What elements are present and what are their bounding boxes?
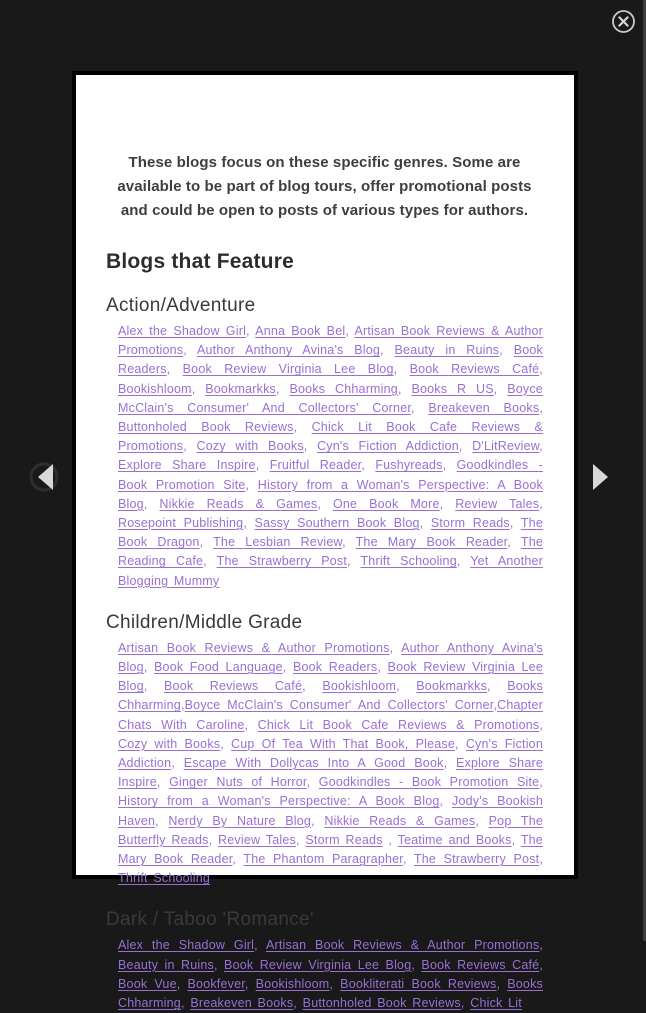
blog-link[interactable]: Artisan Book Reviews & Author Promotions <box>118 324 544 358</box>
separator: , <box>397 381 412 396</box>
blog-link[interactable]: Boyce McClain's Consumer' And Collectors' Corner <box>184 698 494 713</box>
separator: , <box>377 660 388 675</box>
separator: , <box>232 852 244 867</box>
blog-link[interactable]: The Strawberry Post <box>216 554 348 569</box>
blog-link[interactable]: Nerdy By Nature Blog <box>168 813 312 828</box>
blog-link[interactable]: History from a Woman's Perspective: A Book Blog <box>118 794 440 809</box>
separator: , <box>317 496 333 511</box>
blog-link[interactable]: The Mary Book Reader <box>355 535 508 550</box>
blog-link[interactable]: Cozy with Books <box>196 439 304 454</box>
modal-content <box>76 75 574 1013</box>
blog-link[interactable]: Alex the Shadow Girl <box>118 938 255 953</box>
blog-link[interactable]: Rosepoint Publishing <box>118 516 244 531</box>
blog-link[interactable]: Book Review Virginia Lee Blog <box>118 660 543 694</box>
separator: , <box>456 554 471 569</box>
blog-link[interactable]: Chick Lit Book Cafe Reviews & Promotions <box>118 420 543 454</box>
blog-link[interactable]: Anna Book Bel <box>255 324 346 338</box>
separator: , <box>302 679 323 694</box>
separator: , <box>539 852 544 867</box>
separator: , <box>496 976 508 991</box>
blog-link[interactable]: Book Reviews Café <box>164 679 303 694</box>
separator: , <box>411 957 422 972</box>
blog-link[interactable]: Book Review Virginia Lee Blog <box>224 957 412 972</box>
blog-link[interactable]: History from a Woman's Perspective: A Book Blog <box>118 477 543 511</box>
blog-link[interactable]: Thrift Schooling <box>360 554 457 569</box>
separator: , <box>245 477 258 492</box>
blog-link[interactable]: Cozy with Books <box>118 736 221 751</box>
separator: , <box>539 400 543 415</box>
separator: , <box>311 813 325 828</box>
sections-container <box>106 295 543 1013</box>
separator: , <box>539 957 543 972</box>
blog-link[interactable]: Bookishloom <box>255 976 330 991</box>
separator: , <box>329 976 341 991</box>
blog-link[interactable]: Buttonholed Book Reviews <box>302 996 461 1011</box>
blog-link[interactable]: Bookmarkks <box>205 381 277 396</box>
separator: , <box>487 679 508 694</box>
blog-link[interactable]: Jody's Bookish Haven <box>118 794 543 828</box>
separator: , <box>419 516 431 531</box>
section-heading: Children/Middle Grade <box>106 611 303 633</box>
blog-link[interactable]: Chapter Chats With Caroline <box>118 698 543 732</box>
separator: , <box>455 736 466 751</box>
separator: , <box>439 496 456 511</box>
blog-link[interactable]: Author Anthony Avina's Blog <box>196 343 381 358</box>
separator: , <box>539 496 543 511</box>
separator: , <box>293 996 303 1011</box>
separator: , <box>255 458 270 473</box>
blog-link[interactable]: Boyce McClain's Consumer' And Collectors' Corner <box>118 381 543 415</box>
separator: , <box>303 439 318 454</box>
blog-link[interactable]: D'LitReview <box>472 439 540 454</box>
separator: , <box>176 976 188 991</box>
separator: , <box>293 420 312 435</box>
separator: , <box>475 813 489 828</box>
blog-link[interactable]: Artisan Book Reviews & Author Promotions <box>265 938 540 953</box>
separator: , <box>402 852 414 867</box>
separator: , <box>345 324 355 338</box>
blog-link[interactable]: The Lesbian Review <box>213 535 343 550</box>
blog-link[interactable]: Fushyreads <box>375 458 443 473</box>
separator: , <box>493 381 508 396</box>
blog-link[interactable]: The Book Dragon <box>118 516 543 550</box>
separator: , <box>191 381 206 396</box>
blog-list <box>118 936 543 1013</box>
separator: , <box>155 813 169 828</box>
separator: , <box>295 832 306 847</box>
blog-link[interactable]: Book Reviews Café <box>421 957 540 972</box>
separator: , <box>396 679 417 694</box>
blog-link[interactable]: The Mary Book Reader <box>118 832 543 867</box>
blog-link[interactable]: Bookmarkks <box>416 679 488 694</box>
separator: , <box>389 640 402 655</box>
close-button[interactable] <box>611 9 636 34</box>
blog-link[interactable]: Thrift Schooling <box>118 871 211 886</box>
modal-card <box>72 71 578 1011</box>
separator: , <box>254 938 266 953</box>
separator: , <box>180 996 191 1011</box>
blog-link[interactable]: Bookishloom <box>322 679 397 694</box>
blog-link[interactable]: Fruitful Reader <box>269 458 362 473</box>
blog-link[interactable]: Breakeven Books <box>428 400 540 415</box>
blog-link[interactable]: Bookliterati Book Reviews <box>340 976 497 991</box>
separator: , <box>499 343 514 358</box>
blog-link[interactable]: Goodkindles - Book Promotion Site <box>318 775 540 790</box>
blog-link[interactable]: Artisan Book Reviews & Author Promotions <box>118 640 390 655</box>
blog-link[interactable]: Cup Of Tea With That Book, Please <box>231 736 456 751</box>
section-heading: Action/Adventure <box>106 295 256 316</box>
blog-link[interactable]: Bookfever <box>187 976 245 991</box>
separator: , <box>171 756 184 771</box>
prev-arrow-button[interactable] <box>24 454 68 498</box>
blog-link[interactable]: Beauty in Ruins <box>118 957 214 972</box>
next-arrow-button[interactable] <box>580 454 624 498</box>
separator: , <box>243 516 255 531</box>
blog-link[interactable]: The Reading Cafe <box>118 535 543 569</box>
separator: , <box>493 698 498 713</box>
blog-link[interactable]: Book Vue <box>118 976 177 991</box>
blog-link[interactable]: Nikkie Reads & Games <box>159 496 318 511</box>
blog-link[interactable]: The Phantom Paragrapher <box>243 852 403 867</box>
separator: , <box>539 362 543 377</box>
separator: , <box>213 957 225 972</box>
blog-link[interactable]: Book Reviews Café <box>409 362 540 377</box>
right-triangle-icon <box>580 454 624 498</box>
separator: , <box>460 996 471 1011</box>
separator: , <box>539 775 543 790</box>
blog-link[interactable]: Alex the Shadow Girl <box>118 324 247 338</box>
blog-link[interactable]: Book Readers <box>118 343 543 377</box>
section-heading: Dark / Taboo 'Romance' <box>106 909 314 931</box>
separator: , <box>244 717 258 732</box>
page-title: Blogs that Feature <box>106 250 294 273</box>
separator: , <box>539 938 543 953</box>
separator: , <box>382 832 398 847</box>
separator: , <box>208 832 219 847</box>
separator: , <box>443 756 457 771</box>
separator: , <box>180 698 185 713</box>
separator: , <box>244 976 256 991</box>
blog-link[interactable]: Storm Reads <box>305 832 383 847</box>
blog-link[interactable]: Book Food Language <box>154 660 283 675</box>
separator: , <box>361 458 376 473</box>
separator: , <box>220 736 232 751</box>
blog-link[interactable]: Teatime and Books <box>397 832 512 847</box>
blog-link[interactable]: Review Tales <box>455 496 540 511</box>
separator: , <box>282 660 293 675</box>
left-triangle-icon <box>24 454 68 498</box>
separator: , <box>342 535 356 550</box>
blog-link[interactable]: Explore Share Inspire <box>118 458 256 473</box>
blog-link[interactable]: Book Readers <box>292 660 378 675</box>
blog-link[interactable]: Storm Reads <box>430 516 510 531</box>
separator: , <box>507 535 521 550</box>
blog-link[interactable]: The Strawberry Post <box>413 852 540 867</box>
separator: , <box>166 362 183 377</box>
blog-link[interactable]: Ginger Nuts of Horror <box>169 775 307 790</box>
blog-link[interactable]: Author Anthony Avina's Blog <box>118 640 544 675</box>
separator: , <box>511 832 521 847</box>
blog-link[interactable]: Books Chharming <box>118 679 543 713</box>
blog-link[interactable]: Escape With Dollycas Into A Good Book <box>183 756 444 771</box>
blog-link[interactable]: Book Review Virginia Lee Blog <box>182 362 394 377</box>
separator: , <box>393 362 410 377</box>
separator: , <box>143 679 164 694</box>
separator: , <box>539 717 544 732</box>
separator: , <box>442 458 457 473</box>
blog-link[interactable]: Bookishloom <box>118 381 192 396</box>
blog-link[interactable]: Sassy Southern Book Blog <box>254 516 420 531</box>
blog-link[interactable]: Books Chharming <box>118 976 543 1011</box>
blog-link[interactable]: Buttonholed Book Reviews <box>118 420 294 435</box>
blog-link[interactable]: Cyn's Fiction Addiction <box>118 736 543 771</box>
separator: , <box>199 535 214 550</box>
separator: , <box>439 794 453 809</box>
blog-list <box>118 322 543 591</box>
blog-link[interactable]: Review Tales <box>218 832 296 847</box>
close-icon <box>611 9 636 34</box>
separator: , <box>246 324 256 338</box>
separator: , <box>539 439 543 454</box>
blog-link[interactable]: Breakeven Books <box>190 996 294 1011</box>
blog-link[interactable]: Goodkindles - Book Promotion Site <box>118 458 543 492</box>
intro-text: These blogs focus on these specific genres. Some are available to be part of blog tours, offer promotional posts and could be open to posts of various types for authors. <box>117 154 532 219</box>
blog-link[interactable]: Nikkie Reads & Games <box>324 813 476 828</box>
blog-list <box>118 639 543 889</box>
separator: , <box>156 775 170 790</box>
separator: , <box>411 400 429 415</box>
separator: , <box>183 439 197 454</box>
blog-link[interactable]: Chick Lit <box>470 996 522 1011</box>
blog-link[interactable]: Pop The Butterfly Reads <box>118 813 543 847</box>
separator: , <box>458 439 473 454</box>
separator: , <box>306 775 319 790</box>
blog-link[interactable]: Cyn's Fiction Addiction <box>317 439 459 454</box>
separator: , <box>380 343 395 358</box>
separator: , <box>143 496 160 511</box>
separator: , <box>183 343 197 358</box>
blog-link[interactable]: Chick Lit Book Cafe Reviews & Promotions <box>257 717 540 732</box>
separator: , <box>347 554 361 569</box>
separator: , <box>509 516 521 531</box>
separator: , <box>203 554 217 569</box>
blog-link[interactable]: Yet Another Blogging Mummy <box>118 554 544 588</box>
blog-link[interactable]: Books R US <box>411 381 494 396</box>
blog-link[interactable]: One Book More <box>332 496 440 511</box>
separator: , <box>276 381 290 396</box>
blog-link[interactable]: Books Chharming <box>289 381 398 396</box>
separator: , <box>143 660 154 675</box>
blog-link[interactable]: Explore Share Inspire <box>118 756 543 790</box>
blog-link[interactable]: Beauty in Ruins <box>394 343 500 358</box>
